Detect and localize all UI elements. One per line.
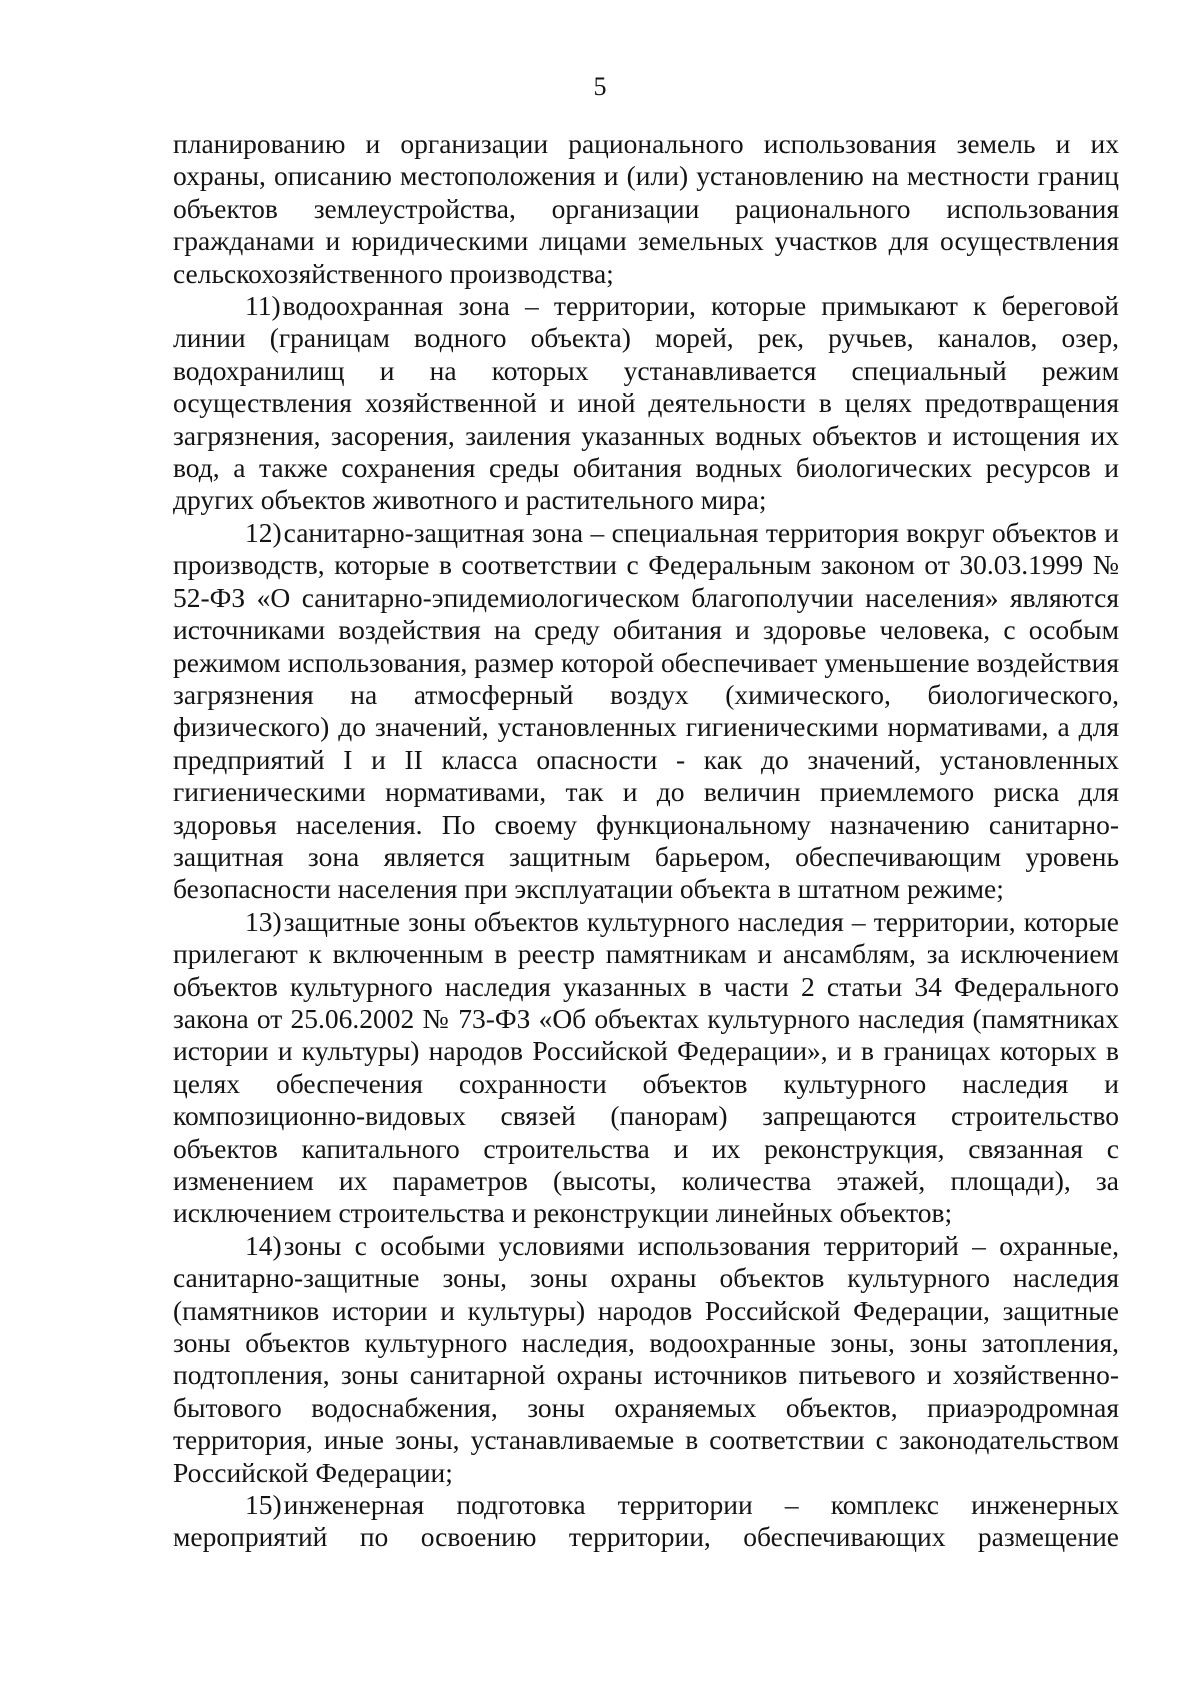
paragraph-item-12 bbox=[173, 517, 1119, 906]
document-body bbox=[173, 128, 1119, 1554]
item-number: 11) bbox=[245, 290, 281, 322]
paragraph-text: водоохранная зона – территории, которые примыкают к береговой линии (границам водного объекта) морей, рек, ручьев, каналов, озер, водохранилищ и на которых устанавливается специальный режим осуществления хозяйственной и иной деятельности в целях предотвращения загрязнения, засорения, заиления указанных водных объектов и истощения их вод, а также сохранения среды обитания водных биологических ресурсов и других объектов животного и растительного мира; bbox=[173, 290, 1119, 516]
paragraph-text: планированию и организации рационального использования земель и их охраны, описанию местоположения и (или) установлению на местности границ объектов землеустройства, организации рационального использования гражданами и юридическими лицами земельных участков для осуществления сельскохозяйственного производства; bbox=[173, 128, 1119, 289]
paragraph-continuation bbox=[173, 128, 1119, 290]
paragraph-text: зоны с особыми условиями использования территорий – охранные, санитарно-защитные зоны, зоны охраны объектов культурного наследия (памятников истории и культуры) народов Российской Федерации, защитные зоны объектов культурного наследия, водоохранные зоны, зоны затопления, подтопления, зоны санитарной охраны источников питьевого и хозяйственно-бытового водоснабжения, зоны охраняемых объектов, приаэродромная территория, иные зоны, устанавливаемые в соответствии с законодательством Российской Федерации; bbox=[173, 1229, 1119, 1488]
item-number: 12) bbox=[245, 516, 282, 548]
paragraph-item-15 bbox=[173, 1489, 1119, 1554]
item-number: 15) bbox=[245, 1489, 282, 1521]
paragraph-text: санитарно-защитная зона – специальная территория вокруг объектов и производств, которые в соответствии с Федеральным законом от 30.03.1999 № 52-ФЗ «О санитарно-эпидемиологическом благополучии населения» являются источниками воздействия на среду обитания и здоровье человека, с особым режимом использования, размер которой обеспечивает уменьшение воздействия загрязнения на атмосферный воздух (химического, биологического, физического) до значений, установленных гигиеническими нормативами, а для предприятий I и II класса опасности - как до значений, установленных гигиеническими нормативами, так и до величин приемлемого риска для здоровья населения. По своему функциональному назначению санитарно-защитная зона является защитным барьером, обеспечивающим уровень безопасности населения при эксплуатации объекта в штатном режиме; bbox=[173, 516, 1119, 905]
paragraph-text: защитные зоны объектов культурного наследия – территории, которые прилегают к включенным в реестр памятникам и ансамблям, за исключением объектов культурного наследия указанных в части 2 статьи 34 Федерального закона от 25.06.2002 № 73-ФЗ «Об объектах культурного наследия (памятниках истории и культуры) народов Российской Федерации», и в границах которых в целях обеспечения сохранности объектов культурного наследия и композиционно-видовых связей (панорам) запрещаются строительство объектов капитального строительства и их реконструкция, связанная с изменением их параметров (высоты, количества этажей, площади), за исключением строительства и реконструкции линейных объектов; bbox=[173, 905, 1119, 1229]
item-number: 14) bbox=[245, 1229, 282, 1261]
page-number: 5 bbox=[593, 72, 607, 101]
paragraph-text: инженерная подготовка территории – комплекс инженерных мероприятий по освоению территории, обеспечивающих размещение bbox=[173, 1489, 1119, 1553]
item-number: 13) bbox=[245, 905, 282, 937]
paragraph-item-14 bbox=[173, 1230, 1119, 1489]
paragraph-item-11 bbox=[173, 290, 1119, 517]
paragraph-item-13 bbox=[173, 906, 1119, 1230]
